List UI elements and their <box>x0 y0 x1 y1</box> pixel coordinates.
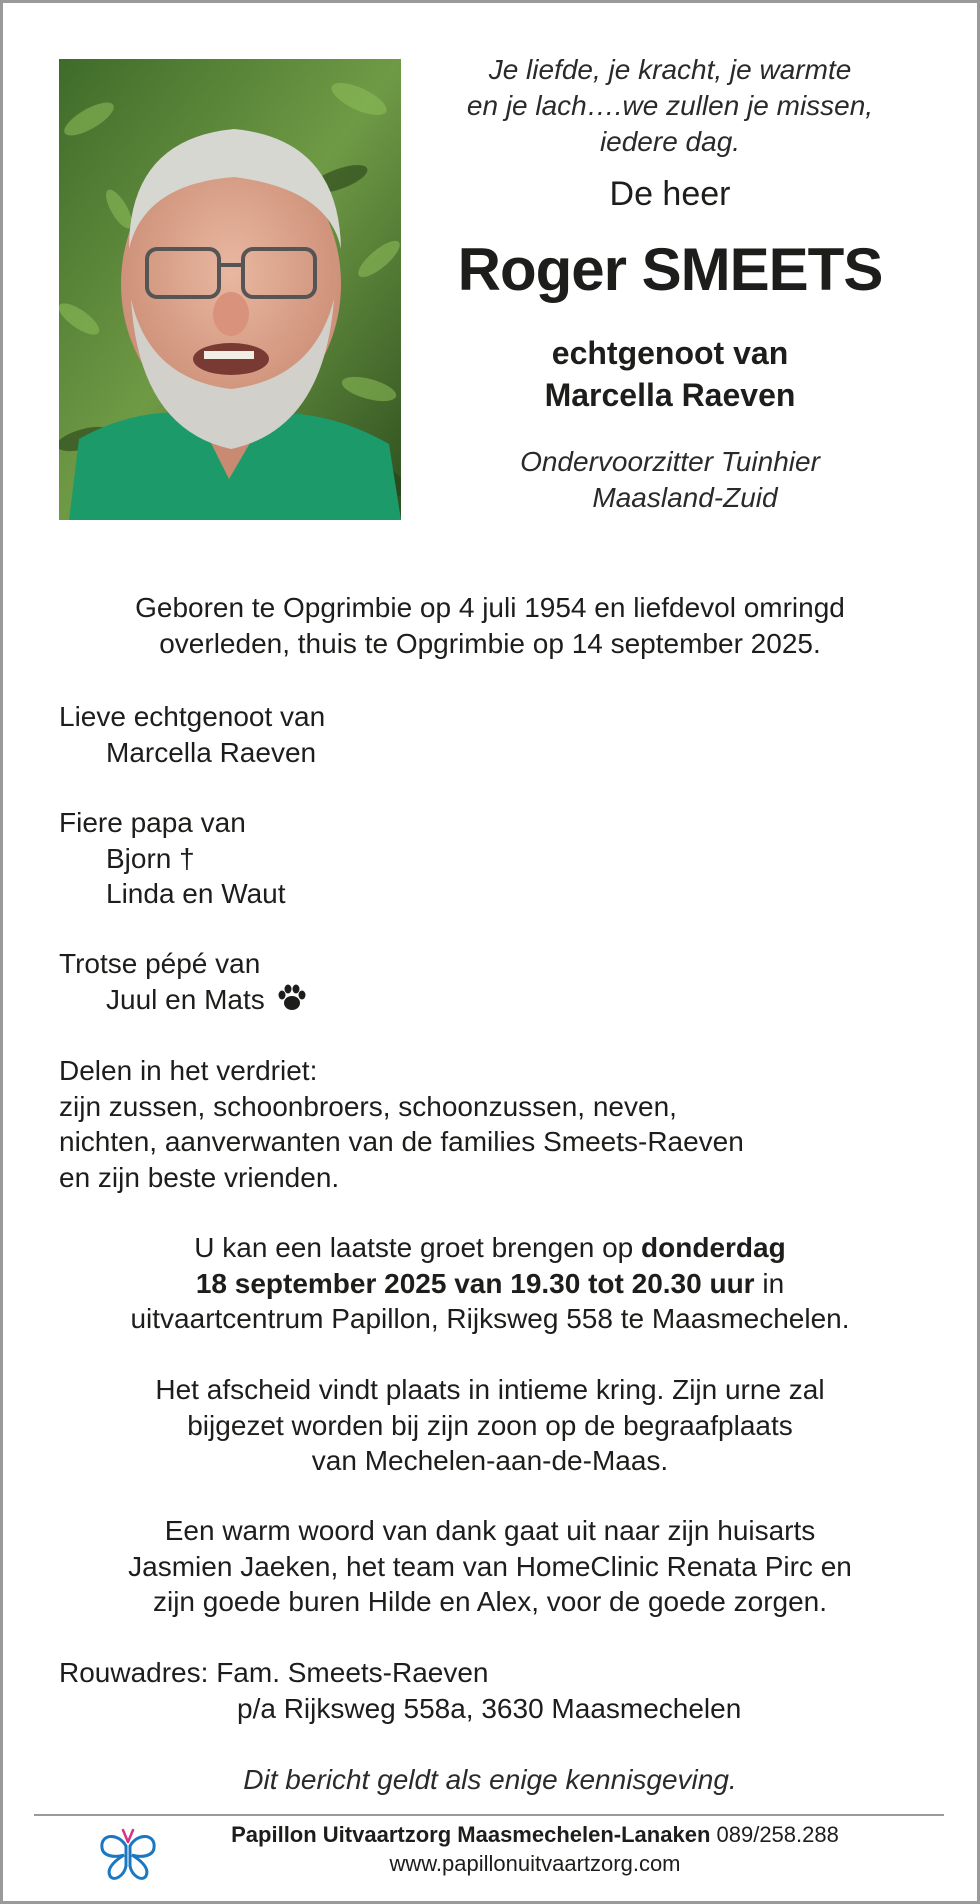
quote-line: iedere dag. <box>599 126 741 157</box>
funeral-home-name: Papillon Uitvaartzorg Maasmechelen-Lanaken <box>231 1822 711 1847</box>
role-line: Maasland-Zuid <box>592 482 778 513</box>
address-family: Fam. Smeets-Raeven <box>216 1657 489 1688</box>
visitation-after: in <box>754 1267 785 1299</box>
visitation-datetime: 18 september 2025 van 19.30 tot 20.30 uur <box>195 1267 755 1299</box>
role-caption <box>430 444 910 516</box>
child-name: Bjorn † <box>106 842 195 874</box>
farewell-line: bijgezet worden bij zijn zoon op de begraafplaats <box>187 1409 793 1441</box>
spouse-section <box>59 699 921 770</box>
address-label: Rouwadres: <box>59 1657 217 1688</box>
grandchildren-section <box>59 946 921 1020</box>
grief-line: en zijn beste vrienden. <box>59 1161 340 1193</box>
grandchildren-heading: Trotse pépé van <box>59 948 261 979</box>
visitation-section <box>59 1230 921 1337</box>
deceased-name: Roger SMEETS <box>457 236 883 303</box>
address-street: p/a Rijksweg 558a, 3630 Maasmechelen <box>237 1692 742 1724</box>
grandchildren-line <box>59 982 921 1021</box>
children-heading: Fiere papa van <box>59 807 246 838</box>
visitation-intro: U kan een laatste groet brengen op <box>194 1232 642 1263</box>
visitation-day: donderdag <box>641 1232 786 1263</box>
farewell-section <box>59 1372 921 1479</box>
butterfly-logo-icon <box>96 1822 160 1886</box>
farewell-line: van Mechelen-aan-de-Maas. <box>311 1445 669 1476</box>
funeral-home-phone: 089/258.288 <box>710 1822 839 1847</box>
thanks-section <box>59 1513 921 1620</box>
birth-death-line: overleden, thuis te Opgrimbie op 14 september 2025. <box>159 628 821 659</box>
thanks-line: Jasmien Jaeken, het team van HomeClinic Renata Pirc en <box>128 1550 852 1582</box>
grief-section <box>59 1053 921 1195</box>
funeral-home-footer <box>170 1820 900 1878</box>
spouse-caption <box>430 332 910 416</box>
paw-icon <box>277 984 307 1021</box>
grief-heading: Delen in het verdriet: <box>59 1055 318 1086</box>
visitation-line <box>59 1230 921 1266</box>
footer-divider <box>34 1814 944 1816</box>
header-block <box>430 52 910 516</box>
birth-death-statement <box>59 590 921 662</box>
funeral-home-line <box>170 1820 900 1849</box>
quote-line: en je lach….we zullen je missen, <box>466 90 874 121</box>
portrait-photo <box>59 59 401 520</box>
children-section <box>59 805 921 912</box>
quote-line: Je liefde, je kracht, je warmte <box>488 54 852 85</box>
role-line: Ondervoorzitter Tuinhier <box>520 446 820 477</box>
grandchildren-names: Juul en Mats <box>106 983 265 1015</box>
grief-line: zijn zussen, schoonbroers, schoonzussen, neven, <box>59 1090 677 1122</box>
visitation-line <box>59 1266 921 1302</box>
honorific: De heer <box>609 175 731 213</box>
portrait-illustration <box>59 59 401 520</box>
spouse-line: Marcella Raeven <box>544 377 796 413</box>
spouse-line: echtgenoot van <box>551 335 789 371</box>
birth-death-line: Geboren te Opgrimbie op 4 juli 1954 en liefdevol omringd <box>135 592 845 623</box>
farewell-line: Het afscheid vindt plaats in intieme kring. Zijn urne zal <box>155 1374 825 1405</box>
visitation-location: uitvaartcentrum Papillon, Rijksweg 558 te Maasmechelen. <box>130 1303 850 1334</box>
spouse-name: Marcella Raeven <box>106 736 317 768</box>
grief-line: nichten, aanverwanten van de families Smeets-Raeven <box>59 1126 744 1157</box>
address-line <box>59 1655 921 1691</box>
spouse-heading: Lieve echtgenoot van <box>59 701 326 732</box>
funeral-home-website: www.papillonuitvaartzorg.com <box>389 1851 681 1876</box>
notice-line: Dit bericht geldt als enige kennisgeving. <box>243 1764 737 1795</box>
child-name: Linda en Waut <box>106 878 286 909</box>
thanks-line: zijn goede buren Hilde en Alex, voor de goede zorgen. <box>152 1586 828 1617</box>
address-section <box>59 1655 921 1726</box>
thanks-line: Een warm woord van dank gaat uit naar zijn huisarts <box>164 1515 816 1546</box>
memorial-quote <box>430 52 910 160</box>
